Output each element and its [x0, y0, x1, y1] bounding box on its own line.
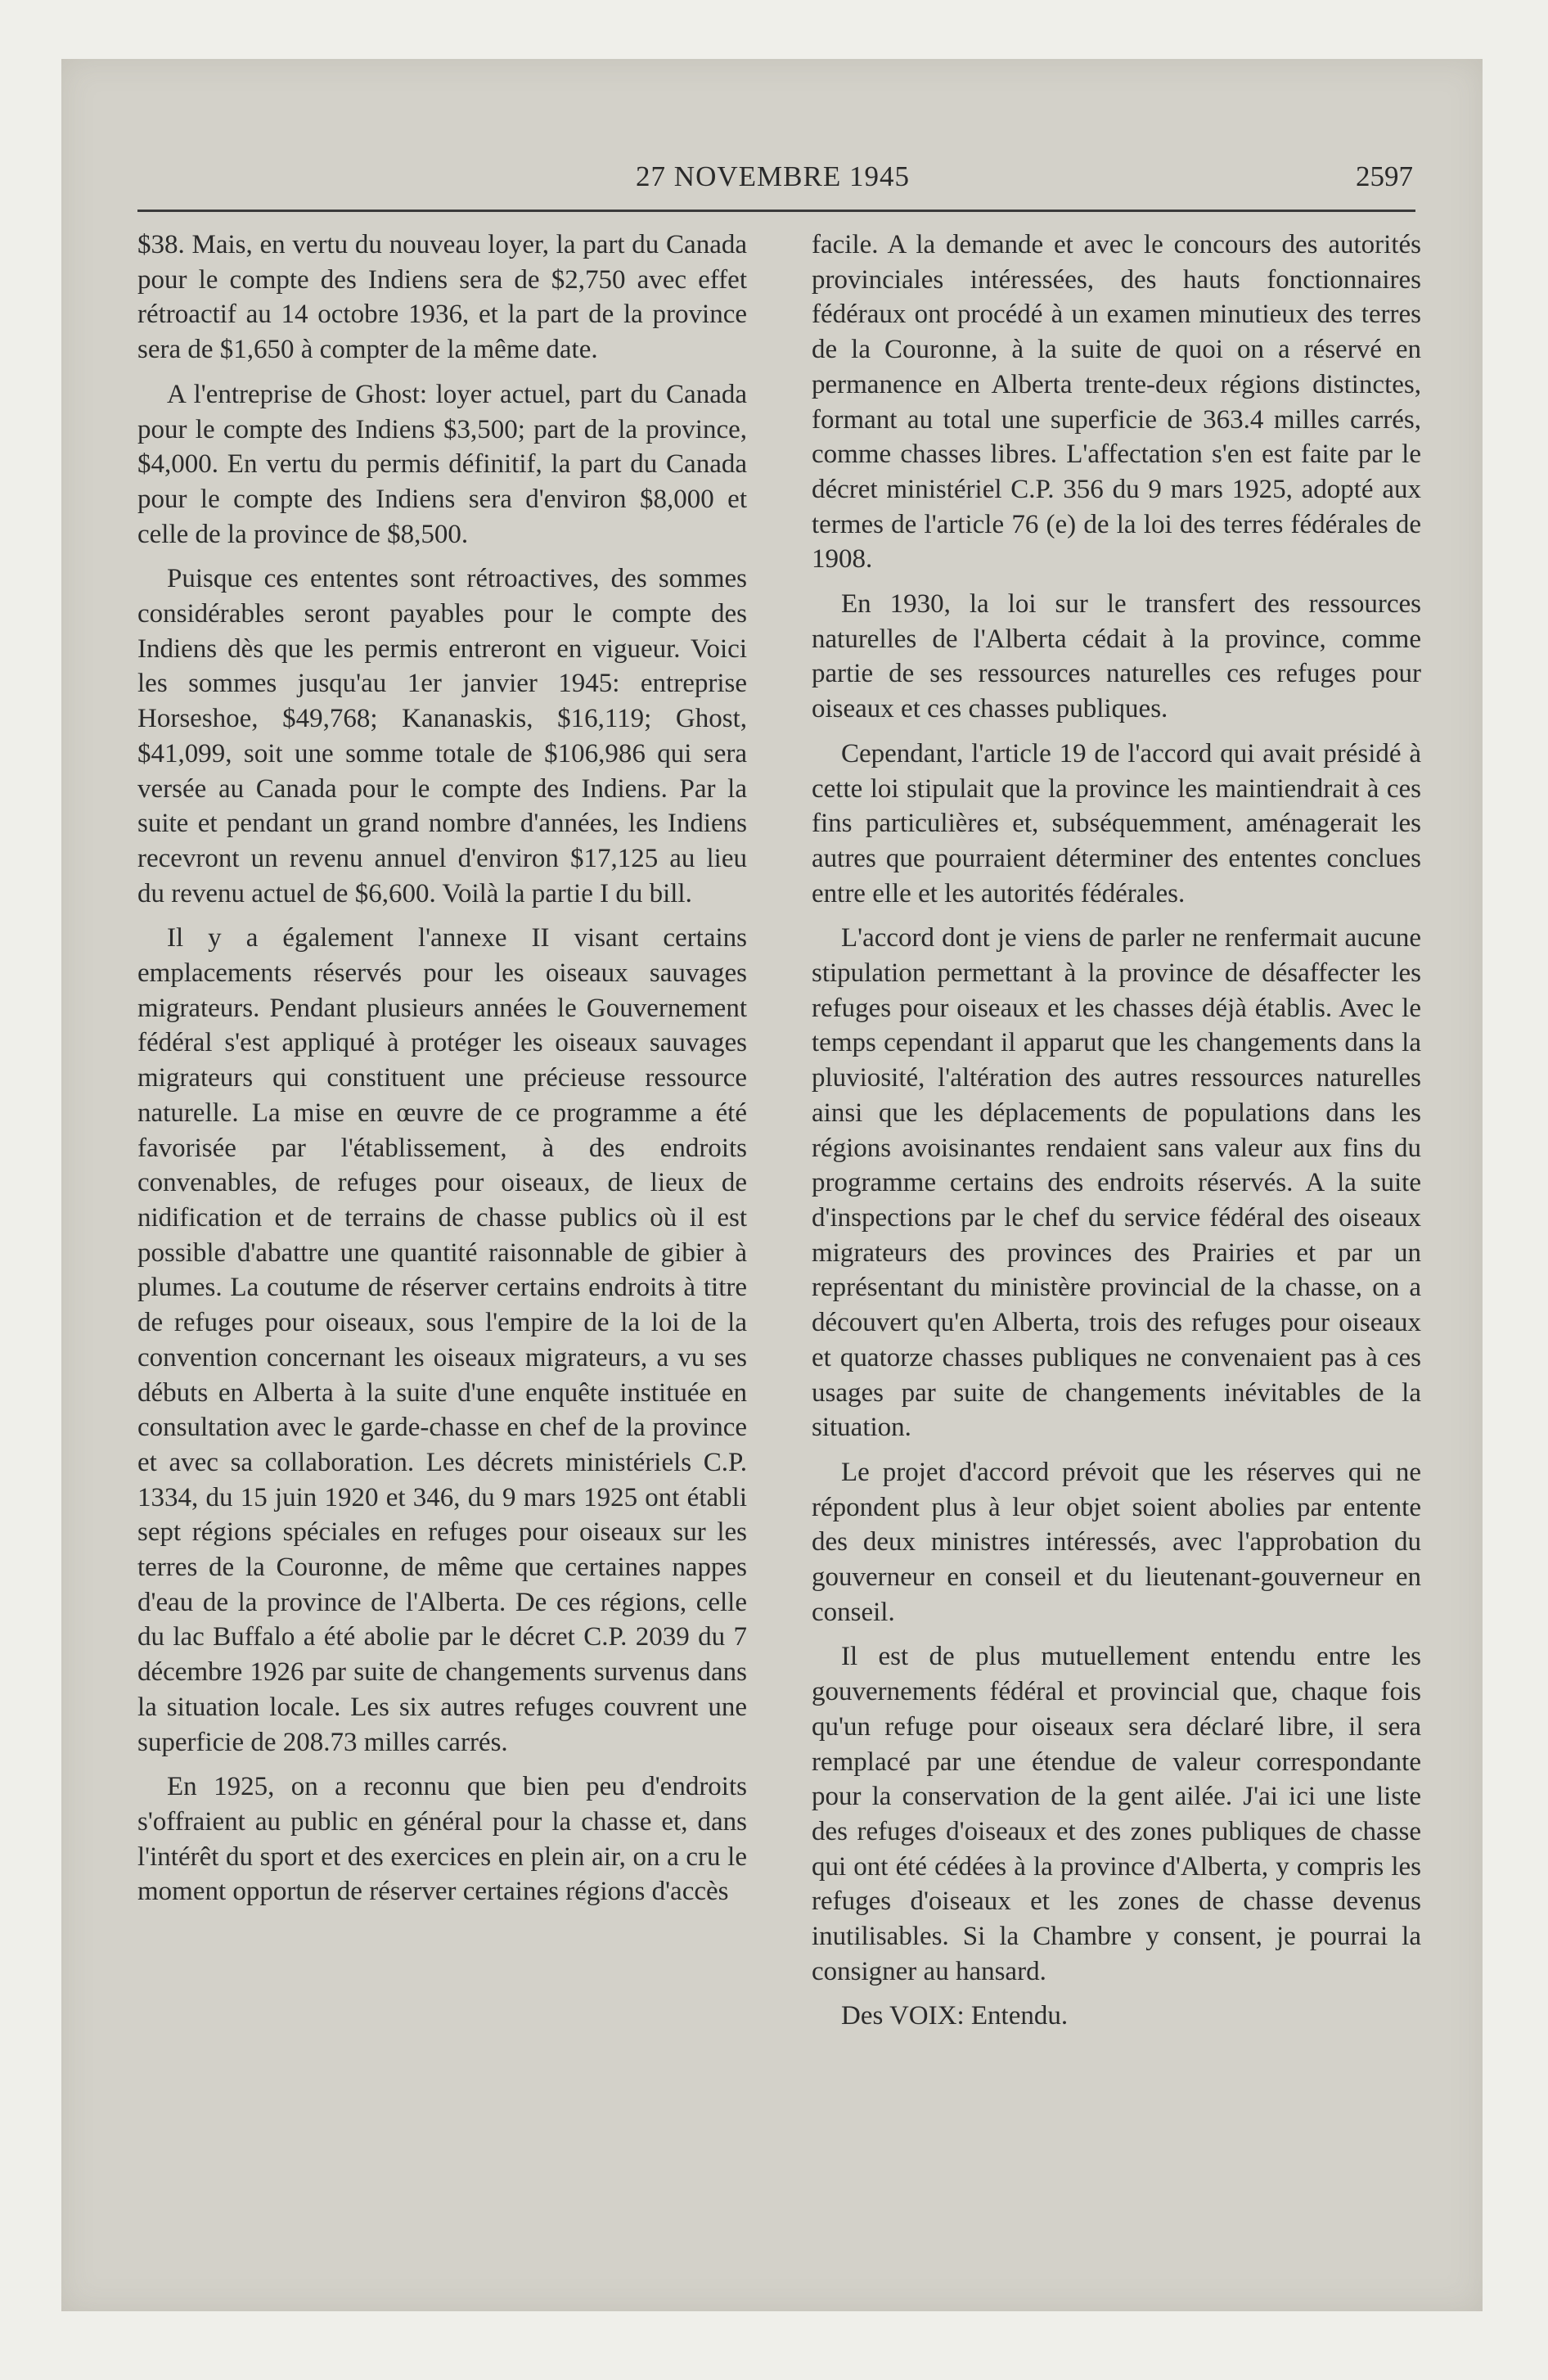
paragraph: Des VOIX: Entendu. — [841, 2001, 1069, 2031]
header-date: 27 NOVEMBRE 1945 — [636, 160, 910, 192]
header-rule — [137, 210, 1415, 212]
page-number: 2597 — [1356, 160, 1413, 192]
paragraph: Il y a également l'annexe II visant certains emplacements réservés pour les oiseaux sauvages migrateurs. Pendant plusieurs années le Gouvernement fédéral s'est appliqué à protéger les oiseaux sauvages migrateurs qui constituent une précieuse ressource naturelle. La mise en œuvre de ce programme a été favorisée par l'établissement, à des endroits convenables, de refuges pour oiseaux, de lieux de nidification et de terrains de chasse publics où il est possible d'abattre une quantité raisonnable de gibier à plumes. La coutume de réserver certains endroits à titre de refuges pour oiseaux, sous l'empire de la loi de la convention concernant les oiseaux migrateurs, a vu ses débuts en Alberta à la suite d'une enquête instituée en consultation avec le garde-chasse en chef de la province et avec sa collaboration. Les décrets ministériels C.P. 1334, du 15 juin 1920 et 346, du 9 mars 1925 ont établi sept régions spéciales en refuges pour oiseaux sur les terres de la Couronne, de même que certaines nappes d'eau de la province de l'Alberta. De ces régions, celle du lac Buffalo a été abolie par le décret C.P. 2039 du 7 décembre 1926 par suite de changements survenus dans la situation locale. Les six autres refuges couvrent une superficie de 208.73 milles carrés. — [137, 923, 747, 1757]
paragraph: Le projet d'accord prévoit que les réserves qui ne répondent plus à leur objet soient abolies par entente des deux ministres intéressés, avec l'approbation du gouverneur en conseil et du lieutenant-gouverneur en conseil. — [812, 1457, 1421, 1627]
paragraph: $38. Mais, en vertu du nouveau loyer, la part du Canada pour le compte des Indiens sera de $2,750 avec effet rétroactif au 14 octobre 1936, et la part de la province sera de $1,650 à compter de la même date. — [137, 230, 747, 365]
left-column — [137, 228, 747, 1919]
paragraph: L'accord dont je viens de parler ne renfermait aucune stipulation permettant à la province de désaffecter les refuges pour oiseaux et les chasses déjà établis. Avec le temps cependant il apparut que les changements dans la pluviosité, l'altération des autres ressources naturelles ainsi que les déplacements de populations dans les régions avoisinantes rendaient sans valeur aux fins du programme certains des endroits réservés. A la suite d'inspections par le chef du service fédéral des oiseaux migrateurs des provinces des Prairies et par un représentant du ministère provincial de la chasse, on a découvert qu'en Alberta, trois des refuges pour oiseaux et quatorze chasses publiques ne convenaient pas à ces usages par suite de changements inévitables de la situation. — [812, 923, 1421, 1443]
paragraph: Puisque ces ententes sont rétroactives, des sommes considérables seront payables pour le compte des Indiens dès que les permis entreront en vigueur. Voici les sommes jusqu'au 1er janvier 1945: entreprise Horseshoe, $49,768; Kananaskis, $16,119; Ghost, $41,099, soit une somme totale de $106,986 qui sera versée au Canada pour le compte des Indiens. Par la suite et pendant un grand nombre d'années, les Indiens recevront un revenu annuel d'environ $17,125 au lieu du revenu actuel de $6,600. Voilà la partie I du bill. — [137, 564, 747, 908]
paragraph: facile. A la demande et avec le concours des autorités provinciales intéressées, des hauts fonctionnaires fédéraux ont procédé à un examen minutieux des terres de la Couronne, à la suite de quoi on a réservé en permanence en Alberta trente-deux régions distinctes, formant au total une superficie de 363.4 milles carrés, comme chasses libres. L'affectation s'en est faite par le décret ministériel C.P. 356 du 9 mars 1925, adopté aux termes de l'article 76 (e) de la loi des terres fédérales de 1908. — [812, 230, 1421, 575]
paragraph: Il est de plus mutuellement entendu entre les gouvernements fédéral et provincial que, chaque fois qu'un refuge pour oiseaux sera déclaré libre, il sera remplacé par une étendue de valeur correspondante pour la conservation de la gent ailée. J'ai ici une liste des refuges d'oiseaux et des zones publiques de chasse qui ont été cédées à la province d'Alberta, y compris les refuges d'oiseaux et les zones de chasse devenus inutilisables. Si la Chambre y consent, je pourrai la consigner au hansard. — [812, 1642, 1421, 1986]
paragraph: En 1925, on a reconnu que bien peu d'endroits s'offraient au public en général pour la chasse et, dans l'intérêt du sport et des exercices en plein air, on a cru le moment opportun de réserver certaines régions d'accès — [137, 1772, 747, 1907]
right-column — [812, 228, 1421, 2044]
paragraph: Cependant, l'article 19 de l'accord qui avait présidé à cette loi stipulait que la province les maintiendrait à ces fins particulières et, subséquemment, aménagerait les autres que pourraient déterminer des ententes conclues entre elle et les autorités fédérales. — [812, 738, 1421, 908]
page-header — [133, 154, 1413, 203]
paragraph: En 1930, la loi sur le transfert des ressources naturelles de l'Alberta cédait à la province, comme partie de ses ressources naturelles ces refuges pour oiseaux et ces chasses publiques. — [812, 589, 1421, 724]
paragraph: A l'entreprise de Ghost: loyer actuel, part du Canada pour le compte des Indiens $3,500; part de la province, $4,000. En vertu du permis définitif, la part du Canada pour le compte des Indiens sera d'environ $8,000 et celle de la province de $8,500. — [137, 379, 747, 549]
